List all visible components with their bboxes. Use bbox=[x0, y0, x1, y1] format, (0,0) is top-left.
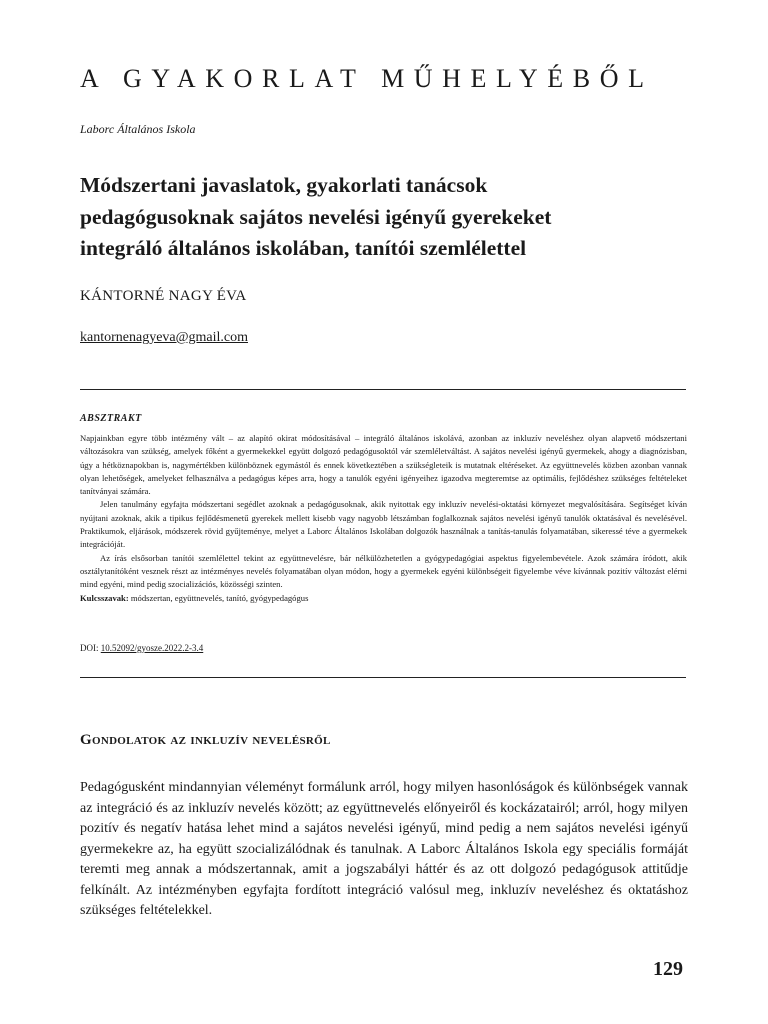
page-number: 129 bbox=[653, 958, 683, 980]
doi bbox=[80, 643, 203, 653]
affiliation: Laborc Általános Iskola bbox=[80, 122, 196, 136]
abstract-paragraph: Jelen tanulmány egyfajta módszertani segédlet azoknak a pedagógusoknak, akik nyitottak egy inkluzív nevelési-oktatási környezet megvalósítására. Segítséget kíván nyújtani azoknak, akik a tipikus fejlődésmenetű gyerekek mellett kisebb vagy nagyobb létszámban foglalkoznak sajátos nevelési igényű tanulók oktatásával és nevelésével. Praktikumok, eljárások, módszerek rövid gyűjteménye, melyet a Laborc Általános Iskolában dolgozók használnak a tanítás-tanulás folyamatában, sikeressé téve a gyermekek integrációját. bbox=[80, 499, 687, 550]
section-title: A GYAKORLAT MŰHELYÉBŐL bbox=[80, 64, 654, 93]
paper-page bbox=[80, 0, 688, 1024]
author-name: KÁNTORNÉ NAGY ÉVA bbox=[80, 288, 247, 304]
author-email-link[interactable]: kantornenagyeva@gmail.com bbox=[80, 330, 248, 345]
keywords-label: Kulcsszavak: bbox=[80, 592, 129, 603]
keywords-list: módszertan, együttnevelés, tanító, gyógypedagógus bbox=[128, 592, 309, 603]
doi-label: DOI: bbox=[80, 643, 101, 653]
title-line: integráló általános iskolában, tanítói szemlélettel bbox=[80, 236, 527, 260]
abstract-paragraph: Az írás elsősorban tanítói szemlélettel tekint az együttnevelésre, bár nélkülözhetetlen a gyógypedagógiai aspektus figyelembevétele. Azok számára íródott, akik osztálytanítóként vesznek részt az intézményes nevelés folyamatában olyan módon, hogy a gyermekek egyéni különbségeit figyelembe véve kívánnak pozitív változást elérni mind egyéni, mind pedig szocializációs, közösségi szinten. bbox=[80, 552, 687, 590]
abstract-paragraph: Napjainkban egyre több intézmény vált – az alapító okirat módosításával – integráló általános iskolává, azonban az inkluzív neveléshez olyan alapvető módszertani változásokra van szükség, amelyek főként a gyermekekkel együtt dolgozó pedagógusoktól vár szemléletváltást. A sajátos nevelési igényű gyermekek, ahogy a diagnózisban, úgy a hétköznapokban is, nagymértékben különböznek egymástól és ennek következtében a szükségleteik is mutatnak eltéréseket. Az együttnevelés közben azonban vannak olyan lehetőségek, amelyeket felhasználva a pedagógus képes arra, hogy a tanulók egyéni igényeihez igazodva megteremtse az optimális, fejlődéshez szükséges feltételeket tanítványai számára. bbox=[80, 433, 687, 497]
abstract-body bbox=[80, 432, 687, 605]
title-line: pedagógusoknak sajátos nevelési igényű gyerekeket bbox=[80, 204, 552, 229]
divider bbox=[80, 389, 686, 390]
body-paragraph: Pedagógusként mindannyian véleményt formálunk arról, hogy milyen hasonlóságok és különbségek vannak az integráció és az inkluzív nevelés között; az együttnevelés előnyeiről és kockázatairól; arról, hogy milyen pozitív és negatív hatása lehet mind a sajátos nevelési igényű, mind pedig a nem sajátos nevelési igényű gyermekekre az, ha együtt szocializálódnak és tanulnak. A Laborc Általános Iskola egy speciális formáját teremti meg annak a módszertannak, amit a jogszabályi háttér és az ott dolgozó pedagógusok attitűdje felkínált. Az intézményben egyfajta fordított integráció valósul meg, inkluzív neveléshez és oktatáshoz szükséges feltételekkel. bbox=[80, 780, 688, 918]
keywords bbox=[80, 592, 687, 605]
doi-link[interactable]: 10.52092/gyosze.2022.2-3.4 bbox=[100, 643, 204, 653]
title-line: Módszertani javaslatok, gyakorlati tanácsok bbox=[80, 173, 488, 197]
section-heading: Gondolatok az inkluzív nevelésről bbox=[80, 732, 331, 748]
divider bbox=[80, 677, 686, 678]
article-title bbox=[80, 170, 688, 265]
abstract-label: ABSZTRAKT bbox=[80, 413, 142, 424]
